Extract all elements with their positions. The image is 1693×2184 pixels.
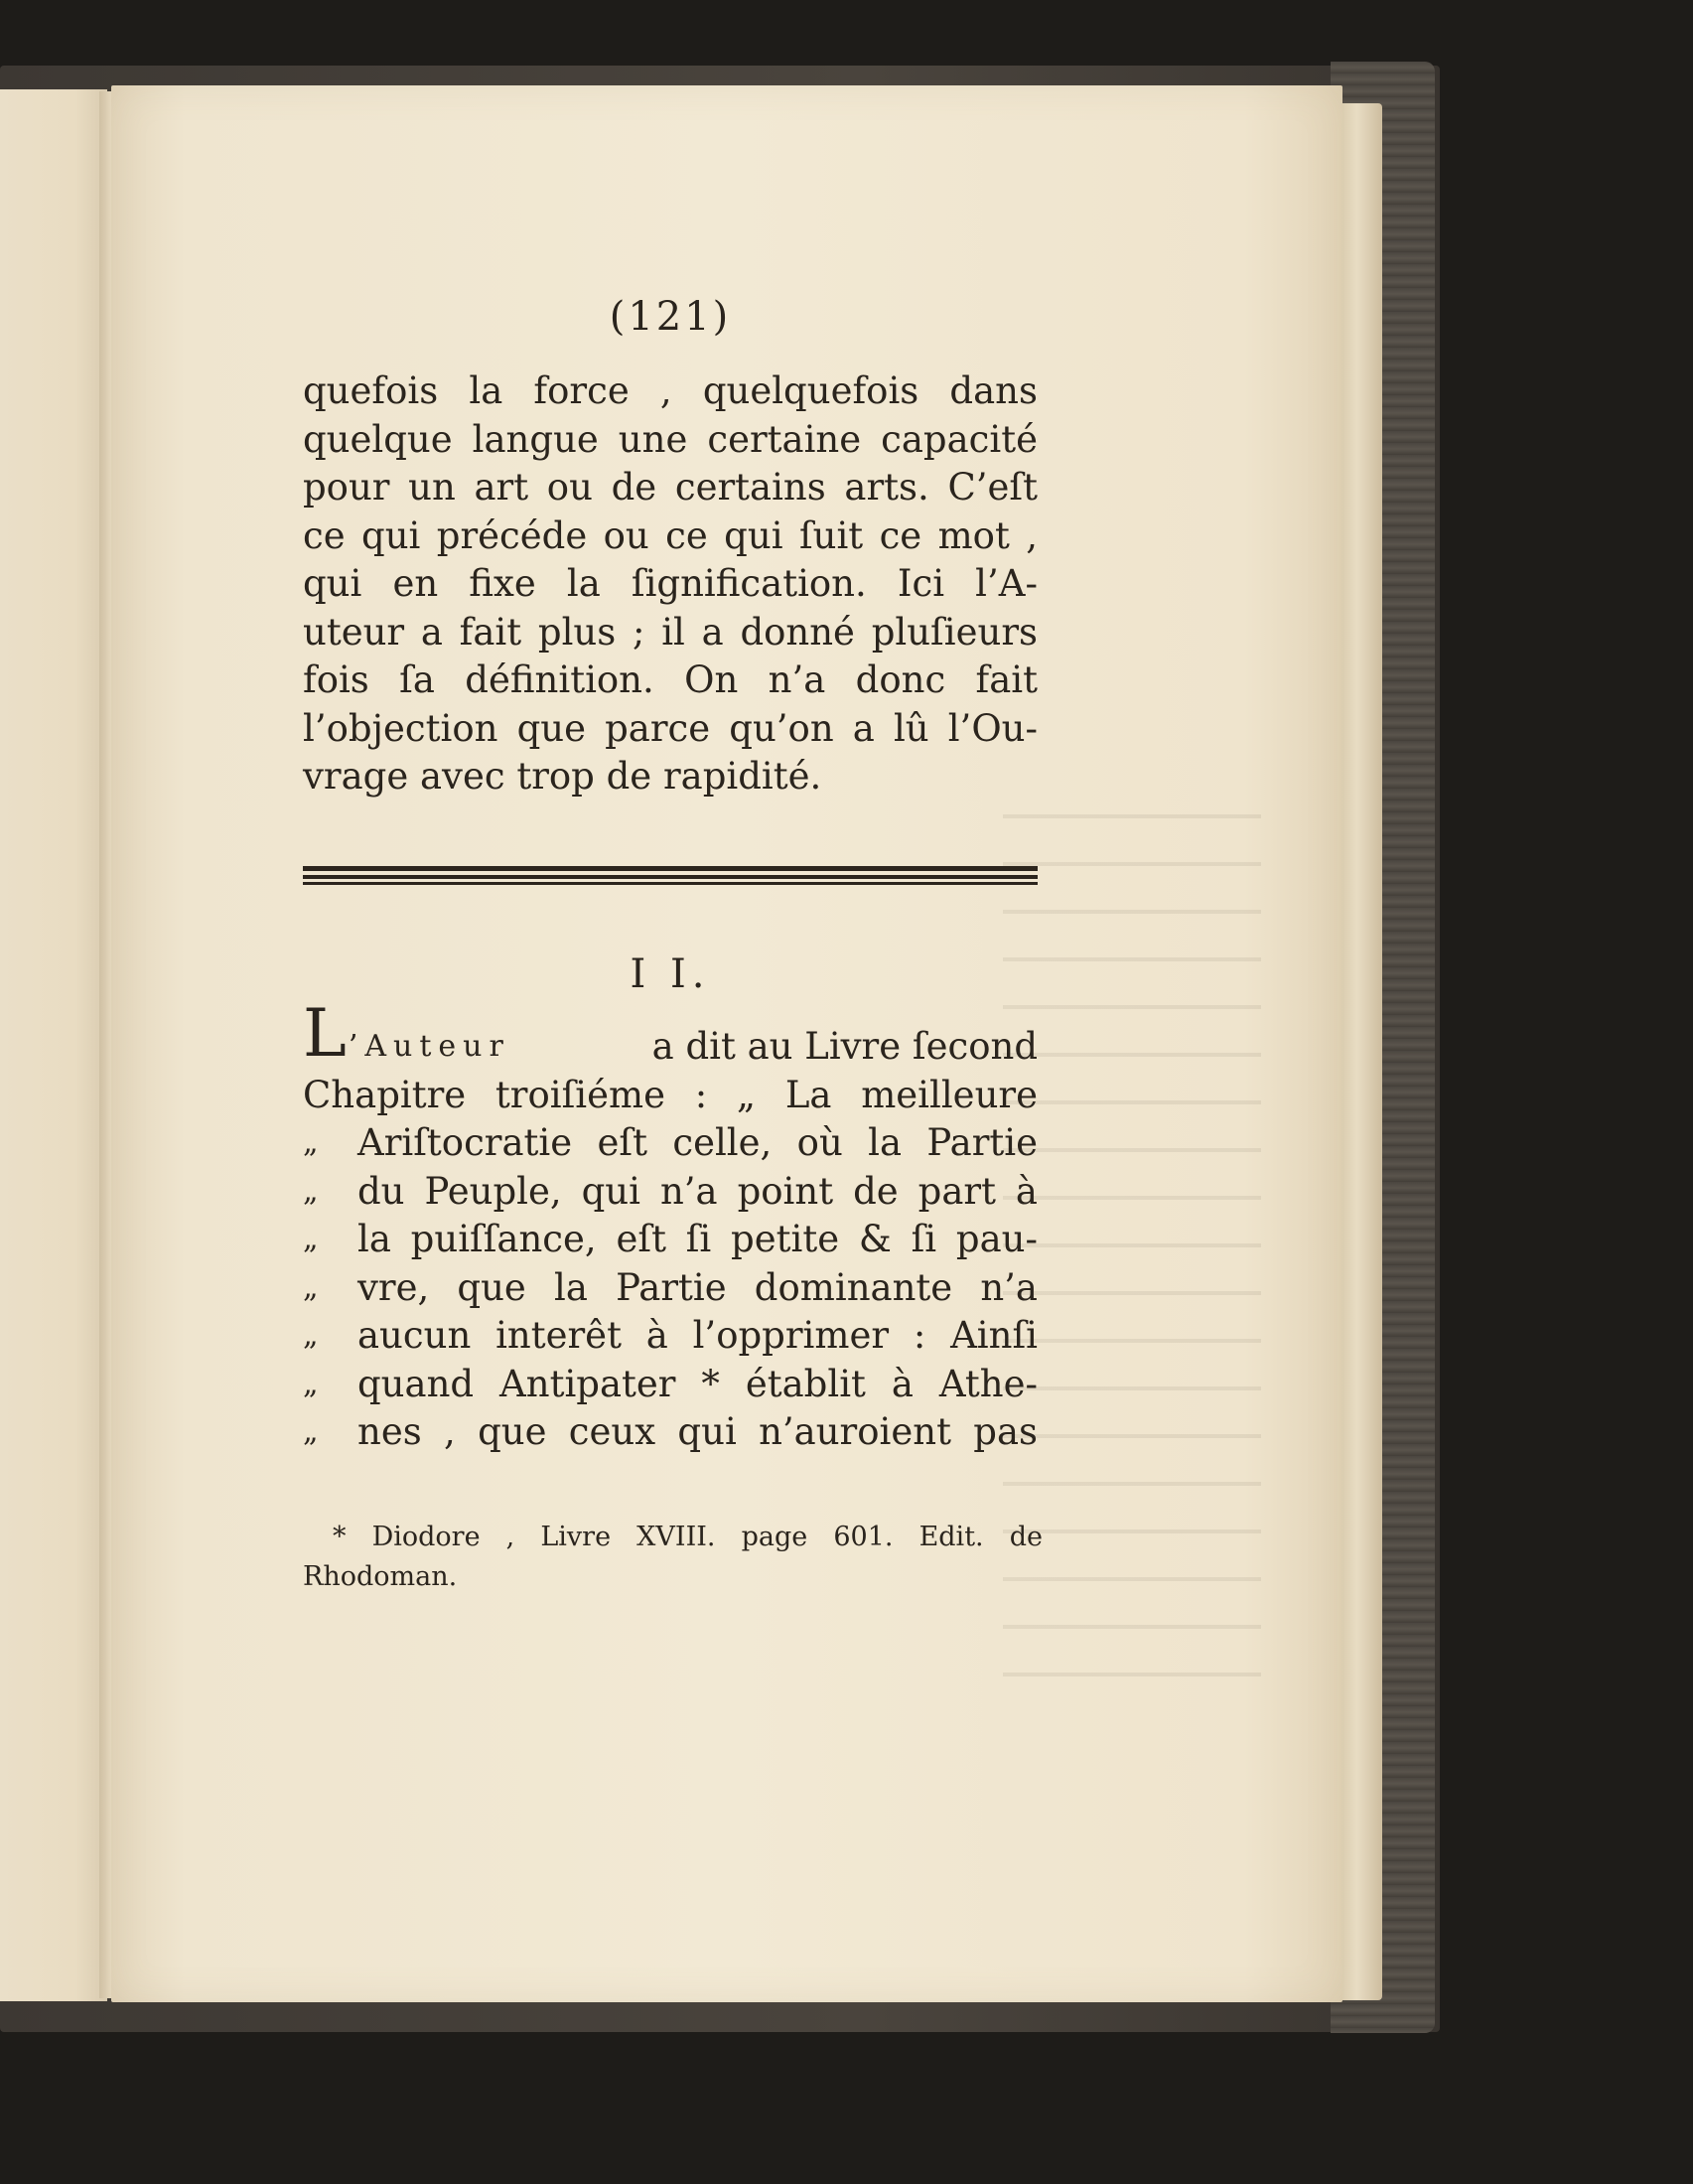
quoted-text: quand Antipater * établit à Athe- <box>357 1362 1038 1405</box>
quoted-line <box>303 1216 1038 1264</box>
paragraph-1 <box>303 367 1038 801</box>
page-number: (121) <box>609 294 732 340</box>
drop-cap: L <box>303 995 347 1072</box>
quoted-line <box>303 1119 1038 1168</box>
quoted-line <box>303 1408 1038 1457</box>
paragraph-2 <box>303 995 1038 1457</box>
quoted-text: la puiſſance, eſt ſi petite & ſi pau- <box>357 1218 1038 1260</box>
quoted-text: aucun interêt à l’opprimer : Ainſi <box>357 1314 1038 1357</box>
quote-mark: „ <box>303 1125 319 1160</box>
quote-mark: „ <box>303 1173 319 1209</box>
quote-mark: „ <box>303 1318 319 1353</box>
smallcaps-word: ’Auteur <box>348 1029 510 1064</box>
quoted-text: vre, que la Partie dominante n’a <box>357 1265 1038 1309</box>
quote-mark: „ <box>303 1366 319 1401</box>
section-divider-rule <box>303 866 1038 888</box>
section-heading: I I. <box>630 951 711 997</box>
text-line: l’objection que parce qu’on a lû l’Ou- <box>303 706 1038 750</box>
left-page-margin <box>0 89 107 2001</box>
page-fore-edge <box>1340 103 1382 2000</box>
text-line: qui en fixe la ſignification. Ici l’A- <box>303 562 1038 605</box>
text-line: uteur a fait plus ; il a donné pluſieurs <box>303 610 1038 654</box>
text-line: Chapitre troiſiéme : „ La meilleure <box>303 1073 1038 1116</box>
text-line: fois ſa définition. On n’a donc fait <box>303 658 1038 701</box>
quote-mark: „ <box>303 1269 319 1305</box>
quoted-line <box>303 1361 1038 1409</box>
quoted-text: du Peuple, qui n’a point de part à <box>357 1169 1038 1213</box>
quote-mark: „ <box>303 1414 319 1449</box>
quoted-line <box>303 1264 1038 1313</box>
footnote-line: * Diodore , Livre XVIII. page 601. Edit. de <box>333 1522 1043 1552</box>
quoted-text: Ariſtocratie eſt celle, où la Partie <box>357 1121 1038 1164</box>
text-line: pour un art ou de certains arts. C’eſt <box>303 466 1038 509</box>
text-line: ce qui précéde ou ce qui ſuit ce mot , <box>303 513 1038 557</box>
quoted-text: nes , que ceux qui n’auroient pas <box>357 1410 1038 1453</box>
footnote-line: Rhodoman. <box>303 1561 458 1592</box>
text-line: quelque langue une certaine capacité <box>303 417 1038 461</box>
footnote <box>303 1518 1043 1597</box>
quoted-line <box>303 1312 1038 1361</box>
text-line: quefois la force , quelquefois dans <box>303 369 1038 412</box>
quoted-line <box>303 1168 1038 1217</box>
quote-mark: „ <box>303 1222 319 1256</box>
text-line: a dit au Livre ſecond <box>651 1025 1038 1068</box>
first-line <box>303 995 1038 1072</box>
text-line: vrage avec trop de rapidité. <box>303 755 822 798</box>
